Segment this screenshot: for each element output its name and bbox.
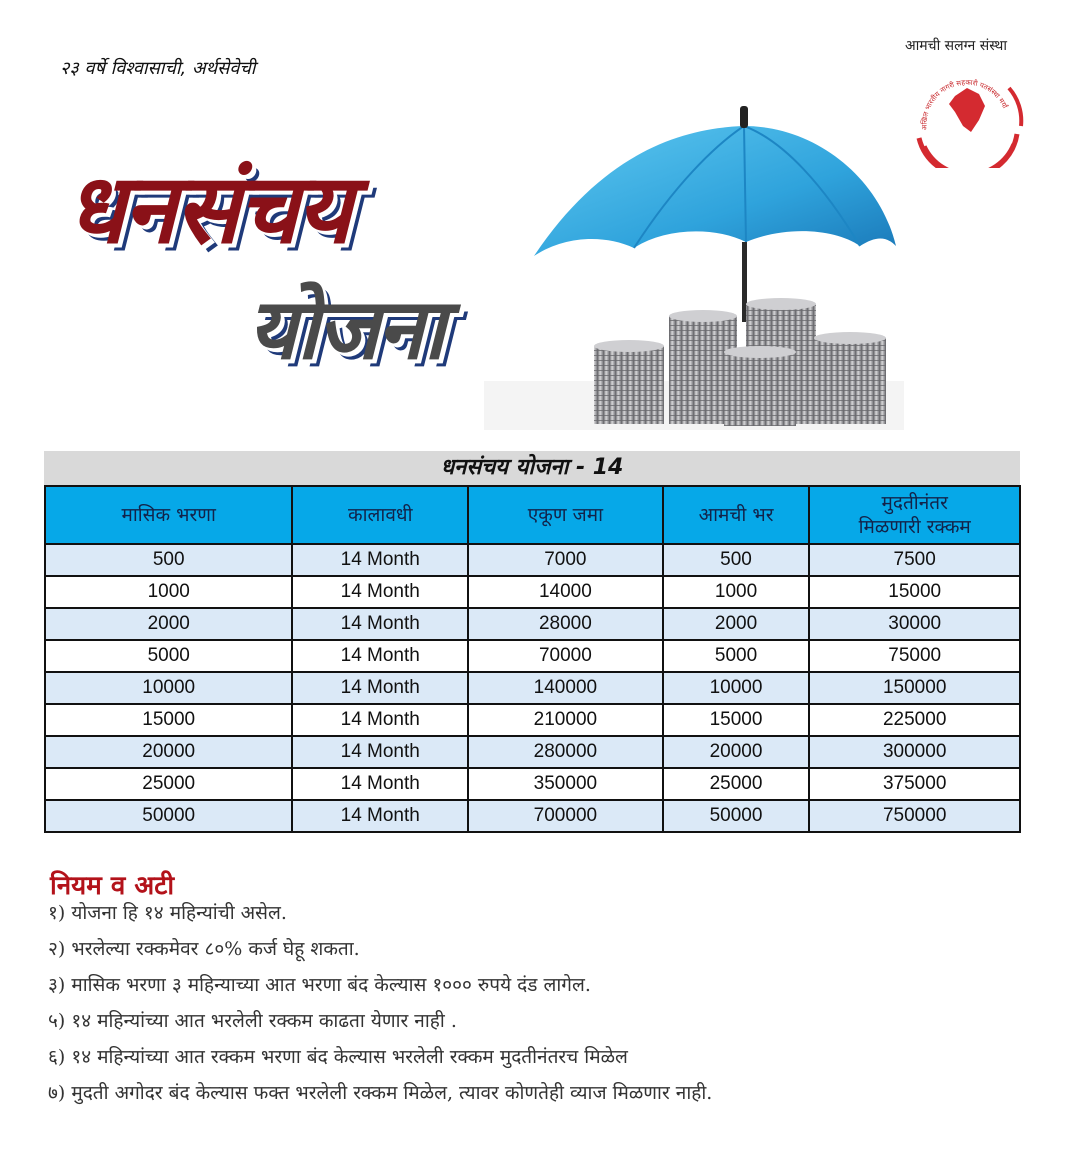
cell-duration: 14 Month bbox=[292, 736, 468, 768]
cell-bonus: 500 bbox=[663, 544, 810, 576]
cell-monthly-deposit: 15000 bbox=[45, 704, 292, 736]
cell-duration: 14 Month bbox=[292, 768, 468, 800]
cell-duration: 14 Month bbox=[292, 576, 468, 608]
cell-maturity-amount: 7500 bbox=[809, 544, 1020, 576]
rule-item: १) योजना हि १४ महिन्यांची असेल. bbox=[48, 902, 287, 924]
cell-monthly-deposit: 50000 bbox=[45, 800, 292, 832]
cell-bonus: 25000 bbox=[663, 768, 810, 800]
title-line-1: धनसंचय bbox=[66, 153, 350, 265]
cell-monthly-deposit: 5000 bbox=[45, 640, 292, 672]
table-row bbox=[45, 704, 1020, 736]
cell-monthly-deposit: 500 bbox=[45, 544, 292, 576]
cell-duration: 14 Month bbox=[292, 608, 468, 640]
table-row bbox=[45, 608, 1020, 640]
table-row bbox=[45, 672, 1020, 704]
cell-bonus: 50000 bbox=[663, 800, 810, 832]
rule-item: ७) मुदती अगोदर बंद केल्यास फक्त भरलेली रक्कम मिळेल, त्यावर कोणतेही व्याज मिळणार नाही. bbox=[48, 1082, 713, 1104]
cell-bonus: 20000 bbox=[663, 736, 810, 768]
scheme-table bbox=[44, 485, 1021, 833]
table-row bbox=[45, 544, 1020, 576]
cell-total-deposit: 210000 bbox=[468, 704, 663, 736]
tagline: २३ वर्षे विश्वासाची, अर्थसेवेची bbox=[60, 58, 256, 79]
title-line-2: योजना bbox=[248, 280, 444, 378]
coin-stacks bbox=[594, 298, 886, 426]
affiliate-logo bbox=[905, 68, 1035, 168]
cell-monthly-deposit: 10000 bbox=[45, 672, 292, 704]
header-bonus: आमची भर bbox=[663, 486, 810, 544]
cell-maturity-amount: 225000 bbox=[809, 704, 1020, 736]
cell-bonus: 5000 bbox=[663, 640, 810, 672]
india-map-icon bbox=[949, 88, 985, 132]
table-row bbox=[45, 576, 1020, 608]
rule-item: ३) मासिक भरणा ३ महिन्याच्या आत भरणा बंद केल्यास १००० रुपये दंड लागेल. bbox=[48, 974, 591, 996]
rules-heading: नियम व अटी bbox=[50, 871, 175, 901]
cell-maturity-amount: 300000 bbox=[809, 736, 1020, 768]
cell-monthly-deposit: 25000 bbox=[45, 768, 292, 800]
cell-monthly-deposit: 2000 bbox=[45, 608, 292, 640]
cell-duration: 14 Month bbox=[292, 704, 468, 736]
cell-total-deposit: 700000 bbox=[468, 800, 663, 832]
header-duration: कालावधी bbox=[292, 486, 468, 544]
table-row bbox=[45, 800, 1020, 832]
affiliate-label: आमची सलग्न संस्था bbox=[905, 38, 1007, 54]
cell-total-deposit: 140000 bbox=[468, 672, 663, 704]
cell-maturity-amount: 30000 bbox=[809, 608, 1020, 640]
logo-text: अखिल भारतीय नागरी सहकारी पतसंस्था मर्या bbox=[920, 78, 1009, 131]
cell-maturity-amount: 375000 bbox=[809, 768, 1020, 800]
table-row bbox=[45, 736, 1020, 768]
cell-bonus: 2000 bbox=[663, 608, 810, 640]
cell-total-deposit: 14000 bbox=[468, 576, 663, 608]
header-total-deposit: एकूण जमा bbox=[468, 486, 663, 544]
cell-total-deposit: 280000 bbox=[468, 736, 663, 768]
rule-item: ६) १४ महिन्यांच्या आत रक्कम भरणा बंद केल्यास भरलेली रक्कम मुदतीनंतरच मिळेल bbox=[48, 1046, 628, 1068]
table-header-row bbox=[45, 486, 1020, 544]
header-maturity-amount: मुदतीनंतर मिळणारी रक्कम bbox=[809, 486, 1020, 544]
cell-monthly-deposit: 20000 bbox=[45, 736, 292, 768]
table-row bbox=[45, 768, 1020, 800]
table-row bbox=[45, 640, 1020, 672]
cell-maturity-amount: 150000 bbox=[809, 672, 1020, 704]
cell-bonus: 15000 bbox=[663, 704, 810, 736]
cell-duration: 14 Month bbox=[292, 672, 468, 704]
umbrella-coins-illustration bbox=[484, 96, 904, 430]
rules-list bbox=[48, 898, 712, 1114]
rule-item: २) भरलेल्या रक्कमेवर ८०% कर्ज घेहू शकता. bbox=[48, 938, 360, 960]
cell-maturity-amount: 75000 bbox=[809, 640, 1020, 672]
cell-duration: 14 Month bbox=[292, 544, 468, 576]
cell-total-deposit: 7000 bbox=[468, 544, 663, 576]
rule-item: ५) १४ महिन्यांच्या आत भरलेली रक्कम काढता येणार नाही . bbox=[48, 1010, 457, 1032]
cell-bonus: 10000 bbox=[663, 672, 810, 704]
cell-maturity-amount: 15000 bbox=[809, 576, 1020, 608]
cell-maturity-amount: 750000 bbox=[809, 800, 1020, 832]
cell-total-deposit: 28000 bbox=[468, 608, 663, 640]
header-monthly-deposit: मासिक भरणा bbox=[45, 486, 292, 544]
cell-monthly-deposit: 1000 bbox=[45, 576, 292, 608]
cell-duration: 14 Month bbox=[292, 800, 468, 832]
cell-bonus: 1000 bbox=[663, 576, 810, 608]
cell-duration: 14 Month bbox=[292, 640, 468, 672]
table-caption: धनसंचय योजना - 14 bbox=[44, 451, 1020, 485]
cell-total-deposit: 70000 bbox=[468, 640, 663, 672]
cell-total-deposit: 350000 bbox=[468, 768, 663, 800]
